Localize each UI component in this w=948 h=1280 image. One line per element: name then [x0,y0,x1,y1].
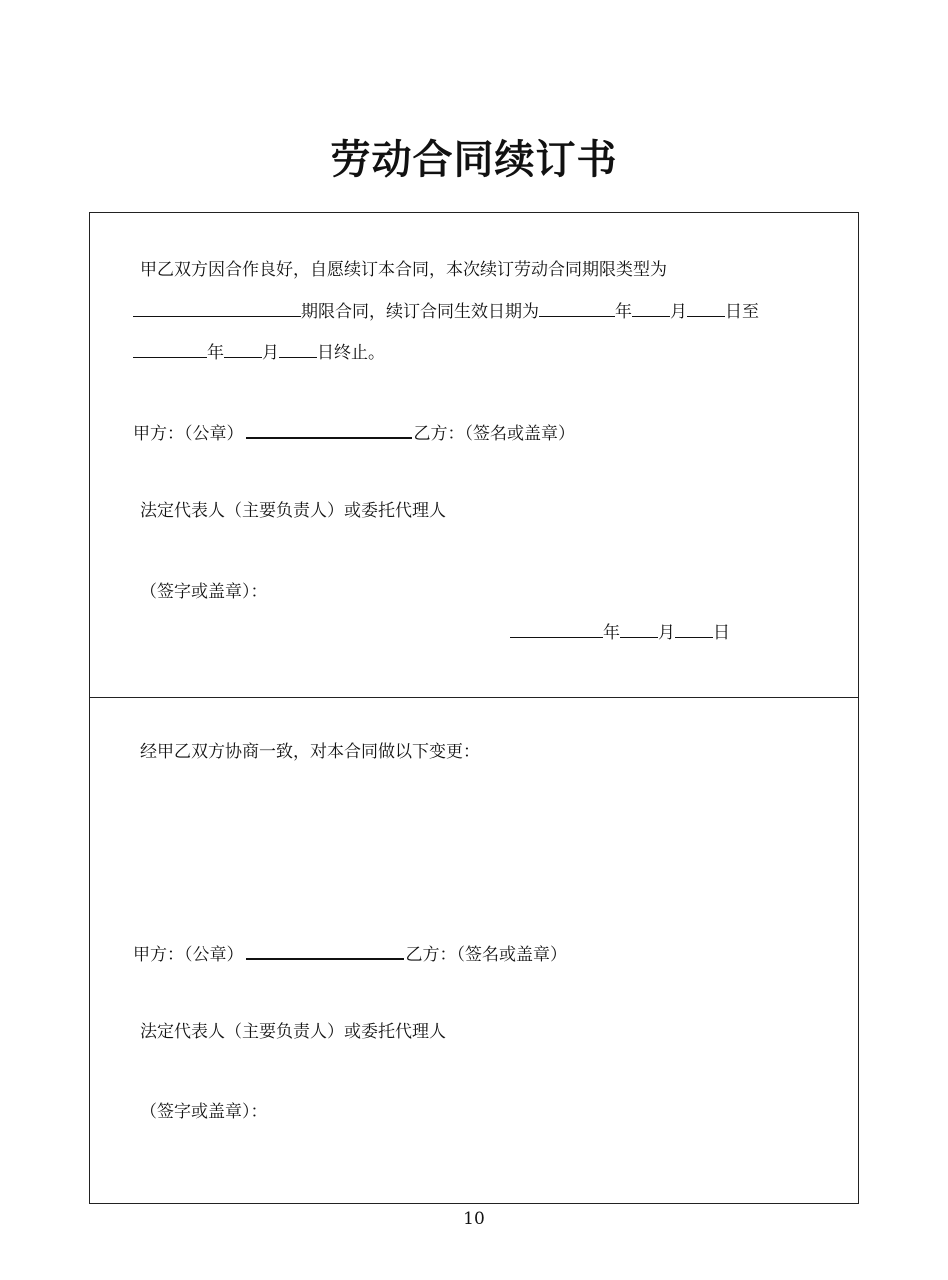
sign-day-blank[interactable] [675,620,713,638]
party-a-seal-blank[interactable] [246,420,412,439]
renewal-paragraph-line-3: 年 月 日终止。 [133,340,385,364]
change-legal-representative-label: 法定代表人（主要负责人）或委托代理人 [140,1022,446,1042]
contract-type-blank[interactable] [133,299,301,317]
document-title: 劳动合同续订书 [330,137,618,183]
start-month-blank[interactable] [632,299,670,317]
end-day-blank[interactable] [279,340,317,358]
change-party-a-seal-blank[interactable] [246,941,404,960]
sign-month-blank[interactable] [620,620,658,638]
renewal-paragraph-line-1: 甲乙双方因合作良好，自愿续订本合同，本次续订劳动合同期限类型为 [140,260,667,280]
renewal-section [89,212,859,698]
sign-year-blank[interactable] [510,620,603,638]
change-party-signature-line: 甲方：（公章） 乙方：（签名或盖章） [133,941,567,966]
change-sign-or-seal-label: （签字或盖章）： [140,1102,268,1122]
start-day-blank[interactable] [687,299,725,317]
legal-representative-label: 法定代表人（主要负责人）或委托代理人 [140,501,446,521]
change-intro-text: 经甲乙双方协商一致，对本合同做以下变更： [140,742,480,762]
renewal-paragraph-line-2: 期限合同，续订合同生效日期为 年 月 日至 [133,299,759,323]
page-number: 10 [463,1209,485,1229]
end-month-blank[interactable] [224,340,262,358]
party-signature-line: 甲方：（公章） 乙方：（签名或盖章） [133,420,575,445]
start-year-blank[interactable] [539,299,615,317]
signing-date-line: 年 月 日 [510,620,730,644]
sign-or-seal-label: （签字或盖章）： [140,582,268,602]
end-year-blank[interactable] [133,340,207,358]
